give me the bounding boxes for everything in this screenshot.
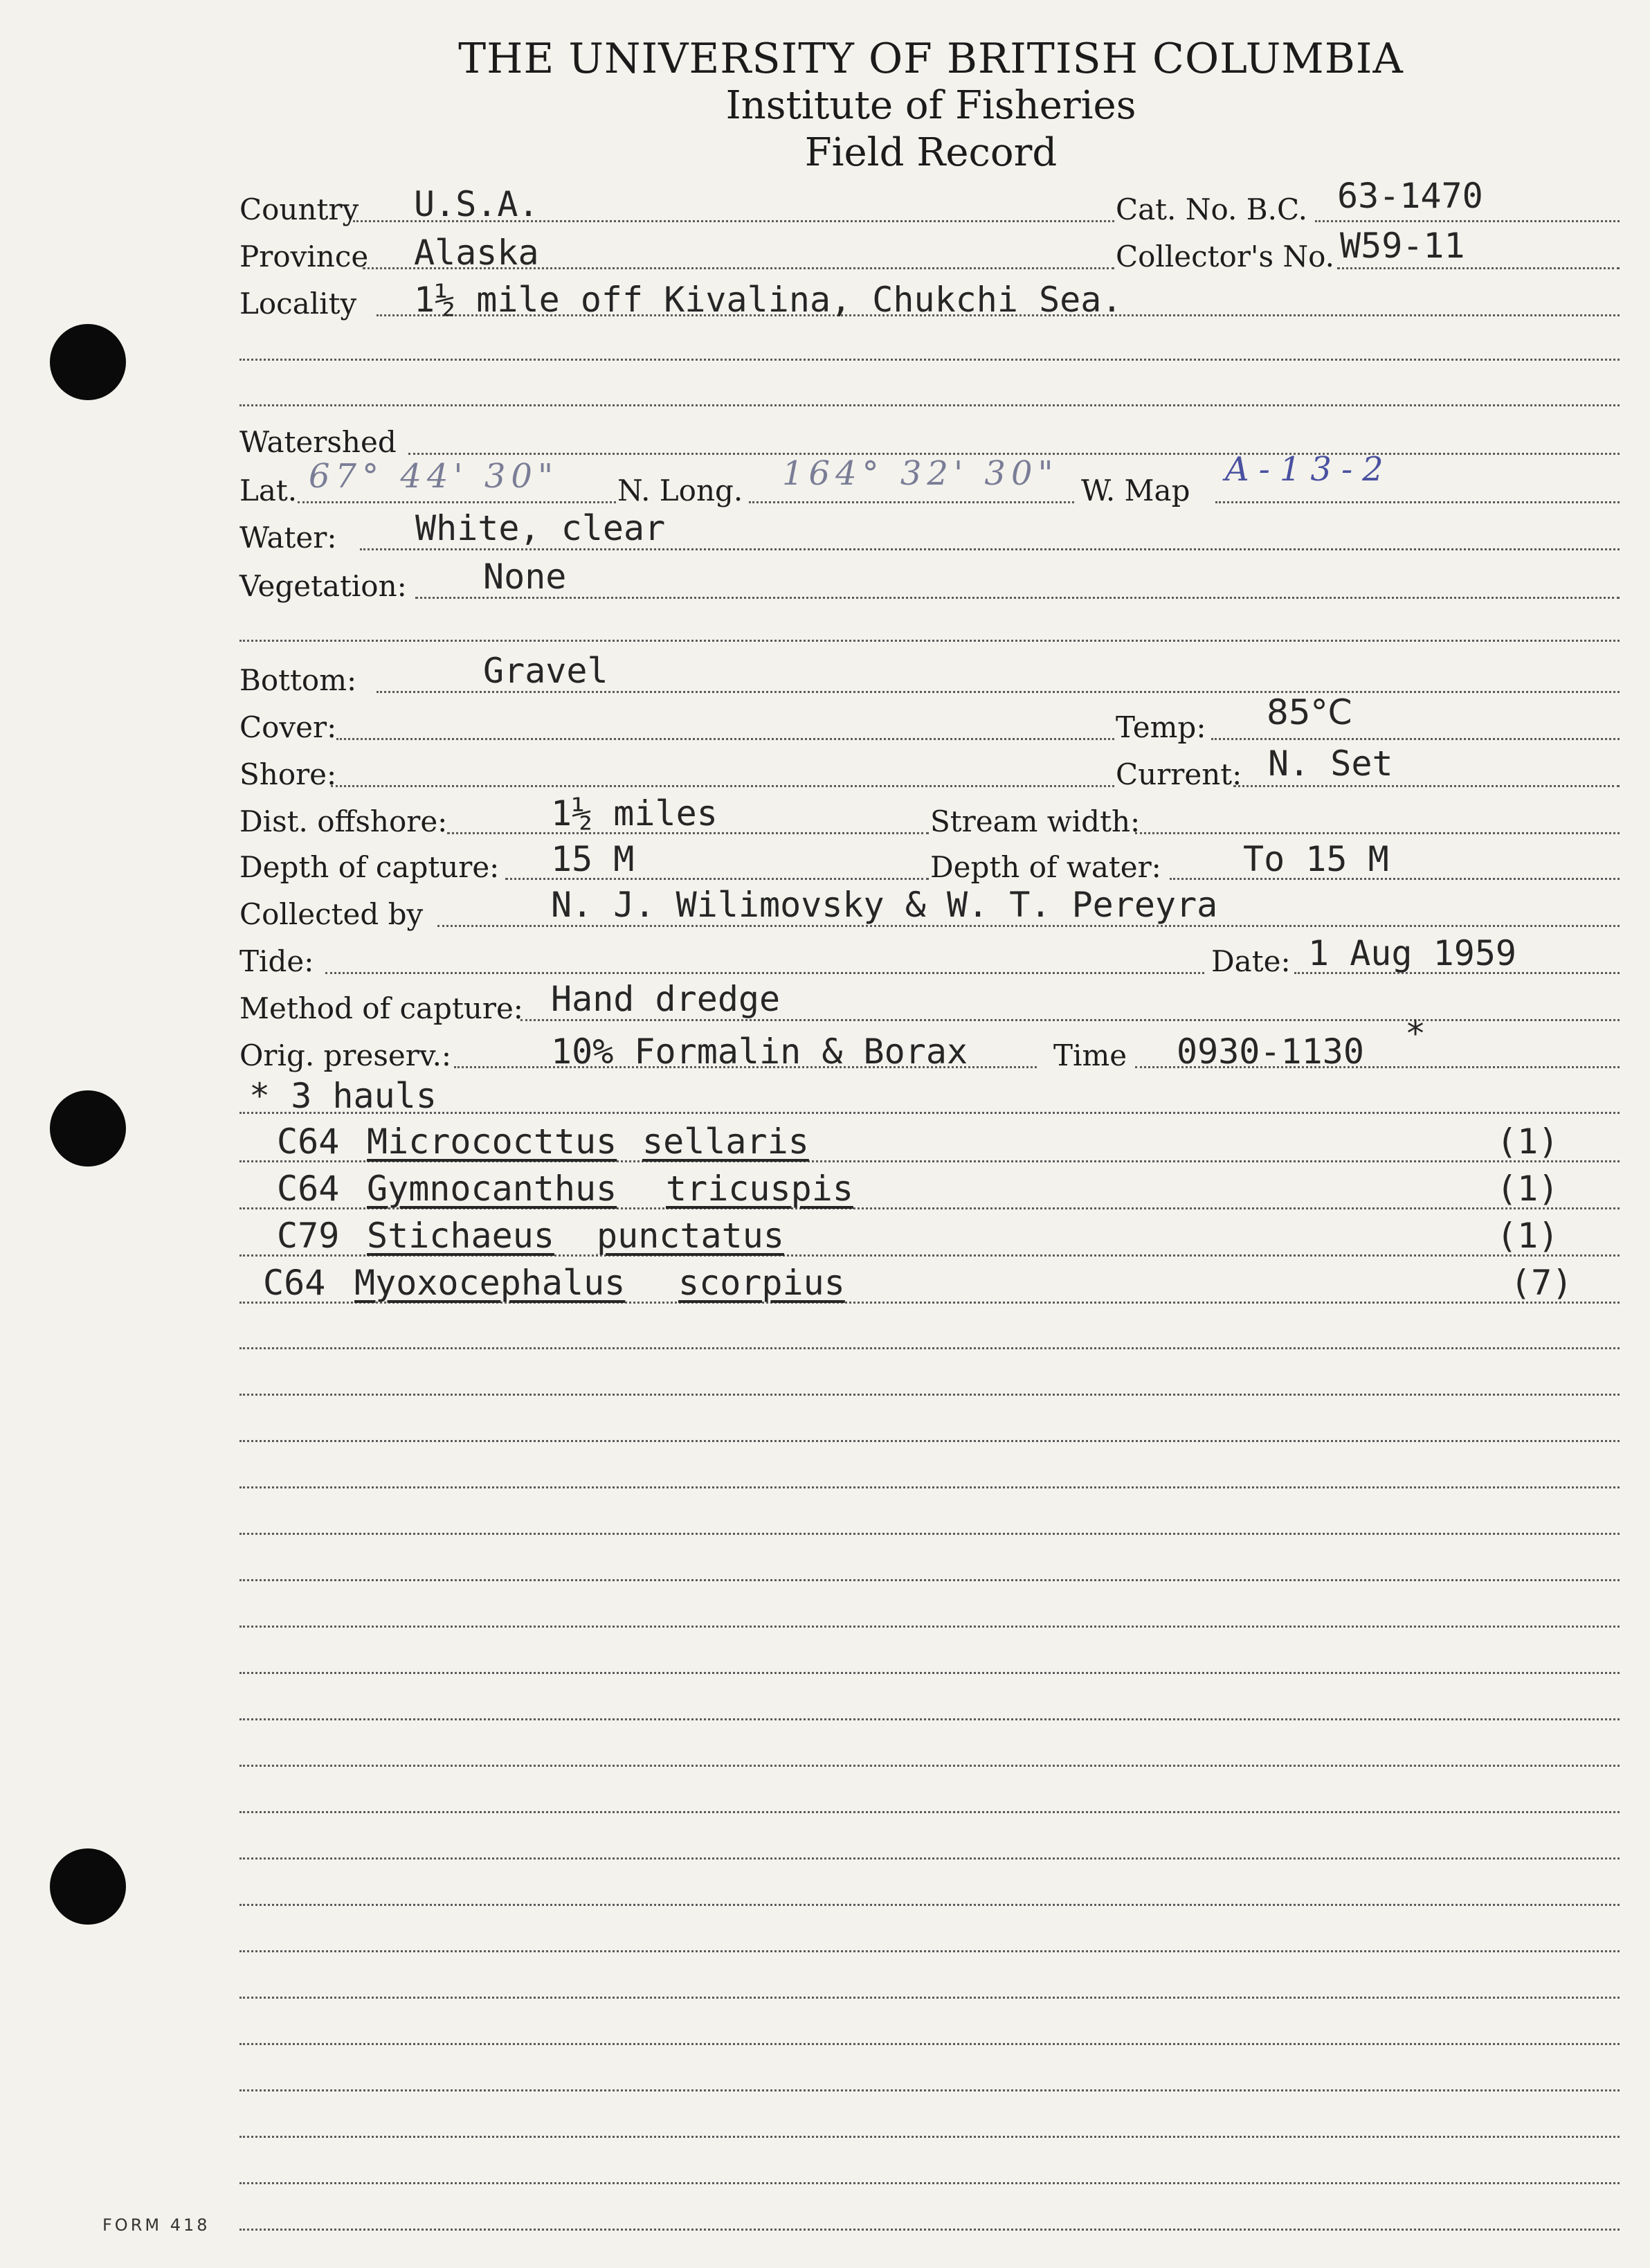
- province-label: Province: [239, 240, 369, 273]
- bottom-line: [377, 691, 1620, 693]
- blank-line: [239, 1486, 1620, 1488]
- species-count: (1): [1496, 1216, 1559, 1256]
- collected-by-line: [437, 925, 1620, 927]
- shore-line: [331, 785, 1114, 787]
- cover-line: [336, 738, 1114, 740]
- depth-capture-value: 15 M: [551, 839, 635, 879]
- species-epithet: scorpius: [678, 1263, 845, 1303]
- form-number: FORM 418: [102, 2215, 210, 2235]
- vegetation-value: None: [483, 557, 567, 597]
- tide-line: [325, 972, 1204, 974]
- university-title: THE UNIVERSITY OF BRITISH COLUMBIA: [458, 35, 1404, 83]
- time-asterisk: *: [1405, 1014, 1426, 1054]
- blank-line: [239, 2136, 1620, 2138]
- blank-line: [239, 1579, 1620, 1581]
- country-value: U.S.A.: [414, 184, 539, 224]
- water-label: Water:: [239, 521, 337, 555]
- cat-no-value: 63-1470: [1337, 176, 1483, 216]
- current-value: N. Set: [1268, 744, 1393, 784]
- species-genus: Micrococttus: [367, 1122, 617, 1162]
- blank-line: [239, 1347, 1620, 1349]
- temp-label: Temp:: [1116, 710, 1206, 744]
- blank-line: [239, 1394, 1620, 1396]
- collected-by-value: N. J. Wilimovsky & W. T. Pereyra: [551, 885, 1218, 925]
- orig-preserv-value: 10% Formalin & Borax: [551, 1032, 968, 1072]
- blank-line: [239, 404, 1620, 406]
- water-value: White, clear: [415, 508, 666, 548]
- depth-water-label: Depth of water:: [930, 850, 1161, 884]
- punch-hole-top: [50, 324, 126, 400]
- depth-water-line: [1170, 878, 1620, 880]
- species-genus: Gymnocanthus: [367, 1169, 617, 1209]
- species-epithet: punctatus: [597, 1216, 784, 1256]
- punch-hole-middle: [50, 1090, 126, 1167]
- cover-label: Cover:: [239, 710, 337, 744]
- water-line: [360, 548, 1620, 550]
- temp-line: [1211, 738, 1620, 740]
- species-count: (1): [1496, 1169, 1559, 1209]
- blank-line: [239, 359, 1620, 361]
- cat-no-label: Cat. No. B.C.: [1116, 192, 1307, 226]
- lat-label: Lat.: [239, 474, 298, 507]
- blank-line: [239, 1950, 1620, 1952]
- species-epithet: tricuspis: [666, 1169, 853, 1209]
- species-code: C64: [263, 1263, 326, 1303]
- species-count: (7): [1510, 1263, 1573, 1303]
- bottom-value: Gravel: [483, 651, 608, 691]
- map-line: [1215, 501, 1620, 503]
- species-genus: Stichaeus: [367, 1216, 554, 1256]
- lat-value: 67° 44' 30": [309, 457, 559, 496]
- cat-no-line: [1315, 220, 1620, 222]
- blank-line: [239, 1765, 1620, 1767]
- current-label: Current:: [1116, 757, 1242, 791]
- country-label: Country: [239, 192, 359, 226]
- shore-label: Shore:: [239, 757, 337, 791]
- institute-title: Institute of Fisheries: [725, 83, 1136, 128]
- blank-line: [239, 1672, 1620, 1674]
- long-line: [749, 501, 1074, 503]
- blank-line: [239, 2229, 1620, 2231]
- date-value: 1 Aug 1959: [1308, 933, 1517, 973]
- species-epithet: sellaris: [642, 1122, 809, 1162]
- species-count: (1): [1496, 1122, 1559, 1162]
- collectors-no-value: W59-11: [1340, 226, 1465, 266]
- note-line: [239, 1112, 1620, 1114]
- collectors-no-label: Collector's No.: [1116, 240, 1335, 273]
- long-value: 164° 32' 30": [782, 454, 1059, 493]
- method-line: [520, 1019, 1620, 1021]
- temp-value: 85°C: [1267, 692, 1352, 732]
- stream-width-line: [1135, 832, 1620, 834]
- vegetation-label: Vegetation:: [239, 569, 407, 603]
- date-label: Date:: [1211, 944, 1291, 978]
- dist-offshore-label: Dist. offshore:: [239, 804, 448, 838]
- species-genus: Myoxocephalus: [354, 1263, 626, 1303]
- map-value: A-13-2: [1225, 450, 1393, 489]
- species-code: C64: [277, 1169, 340, 1209]
- blank-line: [239, 1626, 1620, 1628]
- dist-offshore-value: 1½ miles: [551, 793, 718, 834]
- stream-width-label: Stream width:: [930, 804, 1141, 838]
- depth-capture-label: Depth of capture:: [239, 850, 500, 884]
- watershed-label: Watershed: [239, 425, 397, 459]
- blank-line: [239, 2182, 1620, 2184]
- blank-line: [239, 2089, 1620, 2091]
- locality-value: 1½ mile off Kivalina, Chukchi Sea.: [414, 280, 1123, 320]
- species-code: C79: [277, 1216, 340, 1256]
- province-value: Alaska: [414, 233, 539, 273]
- blank-line: [239, 1718, 1620, 1720]
- hauls-note: * 3 hauls: [249, 1076, 437, 1116]
- n-long-label: N. Long.: [617, 474, 743, 507]
- blank-line: [239, 1857, 1620, 1860]
- vegetation-line: [415, 597, 1620, 599]
- depth-water-value: To 15 M: [1243, 839, 1389, 879]
- collectors-no-line: [1337, 267, 1620, 269]
- method-value: Hand dredge: [551, 979, 781, 1019]
- time-value: 0930-1130: [1177, 1032, 1364, 1072]
- bottom-label: Bottom:: [239, 663, 357, 697]
- locality-label: Locality: [239, 287, 357, 321]
- punch-hole-bottom: [50, 1848, 126, 1925]
- blank-line: [239, 1997, 1620, 1999]
- time-label: Time: [1053, 1038, 1127, 1072]
- blank-line: [239, 2043, 1620, 2045]
- form-title: Field Record: [804, 130, 1058, 175]
- current-line: [1233, 785, 1620, 787]
- tide-label: Tide:: [239, 944, 314, 978]
- blank-line: [239, 1811, 1620, 1813]
- method-label: Method of capture:: [239, 991, 523, 1025]
- blank-line: [239, 640, 1620, 642]
- w-map-label: W. Map: [1081, 474, 1190, 507]
- orig-preserv-label: Orig. preserv.:: [239, 1038, 452, 1072]
- lat-line: [298, 501, 616, 503]
- blank-line: [239, 1440, 1620, 1442]
- collected-by-label: Collected by: [239, 897, 424, 931]
- species-code: C64: [277, 1122, 340, 1162]
- blank-line: [239, 1904, 1620, 1906]
- blank-line: [239, 1533, 1620, 1535]
